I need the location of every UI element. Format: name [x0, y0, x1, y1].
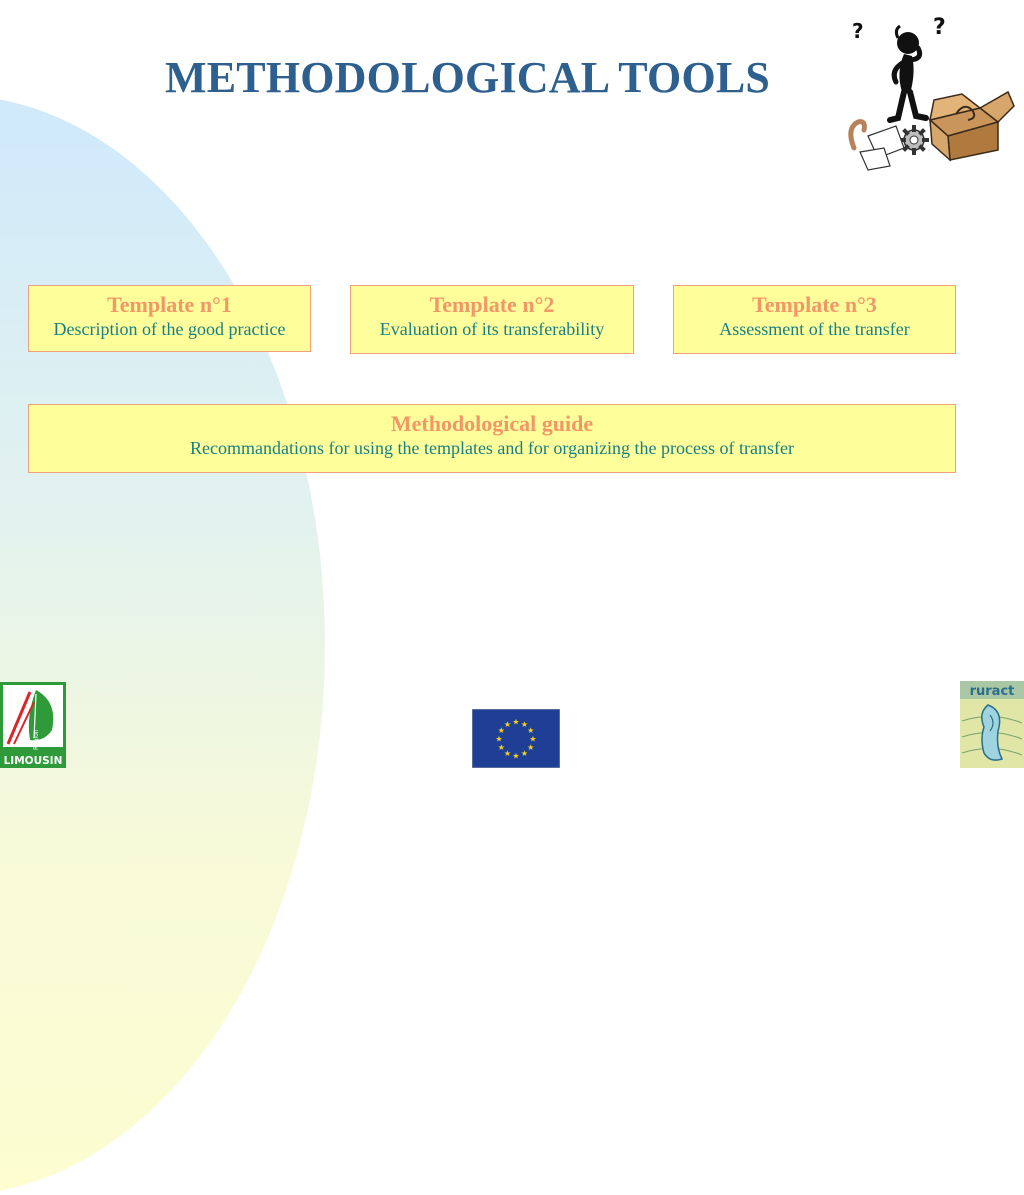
eu-star: ★ — [527, 743, 535, 752]
eu-star: ★ — [529, 734, 537, 744]
eu-star: ★ — [520, 719, 529, 729]
thinking-person-icon — [838, 10, 1018, 175]
region-name-label: LIMOUSIN — [3, 755, 63, 767]
eu-star: ★ — [503, 719, 512, 729]
template-box-3 — [673, 285, 956, 354]
eu-flag-icon — [472, 709, 560, 768]
template-box-1 — [28, 285, 311, 352]
eu-star: ★ — [527, 726, 535, 735]
methodological-guide-box — [28, 404, 956, 473]
eu-star: ★ — [520, 749, 529, 759]
template-box-2 — [350, 285, 634, 354]
eu-star: ★ — [512, 717, 520, 727]
template-title: Template n°1 — [107, 292, 232, 317]
eu-star: ★ — [495, 734, 503, 744]
open-box-icon — [930, 92, 1014, 160]
region-limousin-logo — [0, 682, 66, 768]
template-title: Template n°2 — [429, 292, 555, 317]
template-description: Description of the good practice — [53, 319, 286, 339]
template-description: Assessment of the transfer — [719, 319, 910, 339]
question-mark-icon: ? — [933, 15, 946, 40]
ruract-logo — [960, 681, 1024, 768]
slide-title: METHODOLOGICAL TOOLS — [165, 53, 771, 102]
eu-star: ★ — [497, 726, 505, 735]
eu-star: ★ — [512, 751, 520, 761]
guide-description: Recommandations for using the templates and for organizing the process of transfer — [190, 438, 794, 458]
question-mark-icon: ? — [852, 19, 864, 43]
guide-title: Methodological guide — [390, 411, 594, 436]
eu-star: ★ — [497, 743, 505, 752]
template-description: Evaluation of its transferability — [379, 319, 605, 339]
region-small-label: Région — [33, 729, 40, 750]
background-curve — [0, 95, 325, 1195]
ruract-label: ruract — [969, 684, 1015, 699]
eu-star: ★ — [503, 749, 512, 759]
gear-icon — [901, 127, 927, 153]
template-title: Template n°3 — [752, 292, 877, 317]
